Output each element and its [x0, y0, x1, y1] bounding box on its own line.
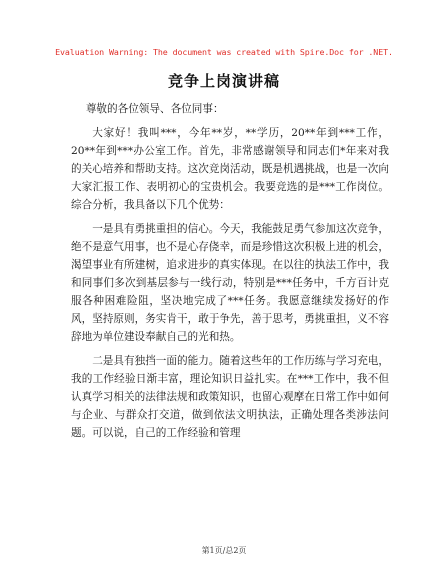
page-footer: 第1页/总2页: [201, 546, 247, 555]
salutation: 尊敬的各位领导、各位同事：: [85, 103, 224, 115]
document-title: 竞争上岗演讲稿: [167, 72, 280, 90]
paragraph-advantage-one: 一是具有勇挑重担的信心。今天，我能鼓足勇气参加这次竞争，绝不是意气用事，也不是心存侥幸，而是珍惜这次积极上进的机会，渴望事业有所建树，追求进步的真实体现。在以往的执法工作中，我和同事们多次到基层参与一线行动，特别是***任务中，千方百计克服各种困难险阻，坚决地完成了***任务。我愿意继续发扬好的作风，坚持原则，务实肯干，敢于争先，善于思考，勇挑重担，义不容辞地为单位建设奉献自己的光和热。: [71, 223, 389, 343]
paragraph-advantage-two: 二是具有独挡一面的能力。随着这些年的工作历练与学习充电，我的工作经验日渐丰富，理论知识日益扎实。在***工作中，我不但认真学习相关的法律法规和政策知识，也留心观摩在日常工作中如何与企业、与群众打交道，做到依法文明执法，正确处理各类涉法问题。可以说，自己的工作经验和管理: [71, 355, 389, 439]
evaluation-warning: Evaluation Warning: The document was created with Spire.Doc for .NET.: [55, 47, 393, 57]
paragraph-introduction: 大家好！我叫***，今年**岁，**学历，20**年到***工作，20**年到***办公室工作。首先，非常感谢领导和同志们*年来对我的关心培养和帮助支持。这次竞岗活动，既是机遇挑战，也是一次向大家汇报工作、表明初心的宝贵机会。我要竞选的是***工作岗位。综合分析，我具备以下几个优势：: [71, 127, 389, 211]
document-body: [71, 100, 389, 448]
